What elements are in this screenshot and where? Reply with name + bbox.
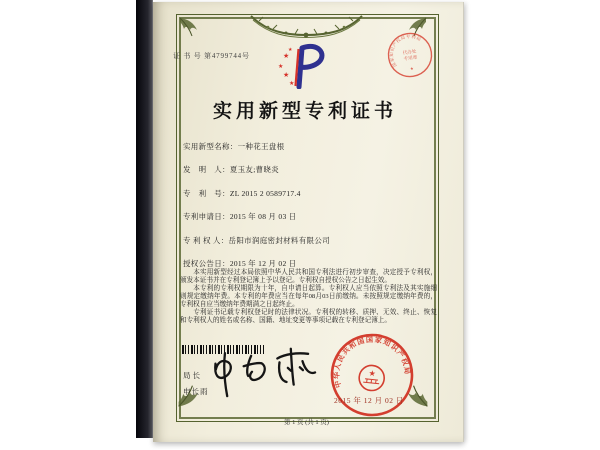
commissioner-title: 局长 [183, 371, 202, 380]
svg-text:★: ★ [288, 48, 293, 53]
svg-text:★: ★ [283, 71, 290, 79]
field-utility-model-name [183, 141, 433, 164]
commissioner-name: 申长雨 [183, 387, 209, 396]
svg-text:★: ★ [278, 64, 284, 70]
body-paragraph-3: 专利证书记载专利权登记时的法律状况。专利权的转移、质押、无效、终止、恢复和专利权人的姓名或名称、国籍、地址变更等事项记载在专利登记簿上。 [180, 309, 437, 324]
issue-date: 2015 年 12 月 02 日 [334, 396, 404, 405]
field-label: 实用新型名称： [183, 142, 238, 151]
book-spine [136, 0, 153, 438]
svg-text:中华人民共和国国家知识产权局 [330, 331, 415, 397]
field-patentee [183, 235, 433, 258]
sipo-logo-icon [275, 42, 329, 89]
receipt-seal-stamp [382, 27, 438, 83]
field-value: 2015 年 12 月 02 日 [229, 258, 297, 268]
svg-text:★: ★ [289, 81, 295, 87]
svg-text:★: ★ [368, 368, 377, 379]
field-value: 2015 年 08 月 03 日 [229, 212, 297, 222]
field-label: 专利申请日： [183, 212, 230, 222]
field-inventor [183, 164, 433, 187]
field-label: 专 利 权 人： [183, 235, 229, 245]
field-value: 一种花王盘根 [237, 142, 285, 151]
legal-body-text [180, 269, 437, 325]
official-seal-ring-text: 中华人民共和国国家知识产权局 [333, 335, 412, 389]
garland-ornament [249, 11, 364, 38]
field-value: 岳阳市润庭密封材料有限公司 [228, 235, 330, 245]
field-application-date [183, 211, 433, 234]
field-label: 授权公告日： [183, 258, 230, 268]
field-value: 夏玉友;曹晓炎 [229, 165, 279, 175]
receipt-seal-center-line1: 代办处 [402, 48, 417, 56]
corner-ornament-icon [178, 16, 200, 38]
field-patent-number [183, 188, 433, 211]
page-number-footer: 第 1 页 (共 1 页) [284, 419, 329, 426]
commissioner-signature [208, 345, 326, 399]
certificate-number: 证 书 号 第4799744号 [173, 52, 250, 60]
certificate-page [153, 2, 464, 442]
receipt-seal-ring-text: 国家知识产权局专利局 [388, 33, 423, 68]
certificate-fields [183, 141, 433, 281]
receipt-seal-center-line2: 专用章 [403, 54, 418, 62]
body-paragraph-2: 本专利的专利权期限为十年，自申请日起算。专利权人应当依照专利法及其实施细则规定缴纳年费。本专利的年费应当在每年08月03日前缴纳。未按照规定缴纳年费的，专利权自应当缴纳年费期满之日起终止。 [180, 285, 437, 308]
svg-text:★: ★ [409, 65, 415, 72]
field-label: 发 明 人： [183, 165, 230, 175]
official-seal-stamp [325, 328, 420, 423]
certificate-title: 实用新型专利证书 [212, 101, 397, 122]
body-paragraph-1: 本实用新型经过本局依照中华人民共和国专利法进行初步审查，决定授予专利权，颁发本证书并在专利登记簿上予以登记。专利权自授权公告之日起生效。 [180, 269, 437, 284]
svg-text:★: ★ [283, 52, 290, 60]
field-value: ZL 2015 2 0589717.4 [229, 188, 301, 198]
field-label: 专 利 号： [183, 188, 230, 198]
